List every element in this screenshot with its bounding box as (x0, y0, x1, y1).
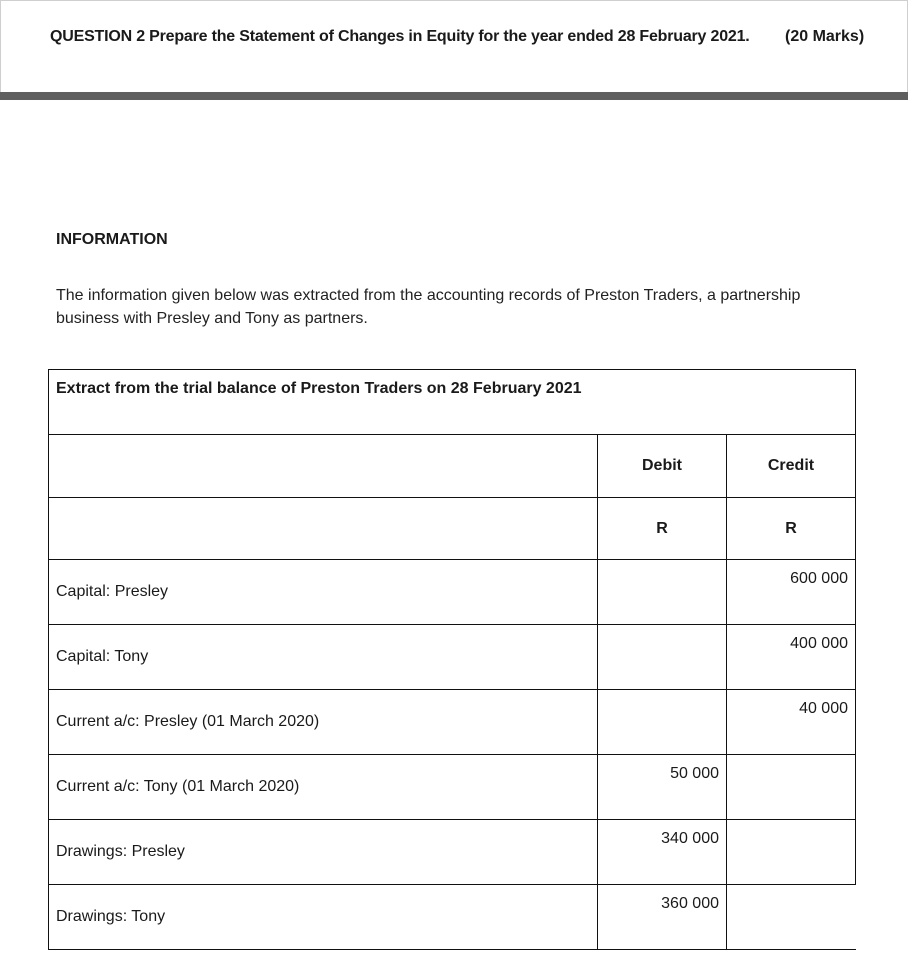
row-debit (598, 690, 727, 755)
row-credit (727, 820, 856, 885)
row-label: Current a/c: Presley (01 March 2020) (49, 690, 598, 755)
table-row (49, 885, 856, 950)
row-debit (598, 625, 727, 690)
debit-unit: R (598, 498, 727, 560)
table-row (49, 690, 856, 755)
section-divider (0, 92, 908, 100)
header-blank-cell (49, 435, 598, 498)
trial-balance-table (48, 369, 856, 950)
table-row (49, 625, 856, 690)
unit-blank-cell (49, 498, 598, 560)
debit-header: Debit (598, 435, 727, 498)
information-heading: INFORMATION (56, 231, 168, 248)
row-label: Drawings: Presley (49, 820, 598, 885)
row-label: Capital: Presley (49, 560, 598, 625)
row-label: Drawings: Tony (49, 885, 598, 950)
question-title: QUESTION 2 Prepare the Statement of Changes in Equity for the year ended 28 February 2021. (50, 28, 750, 45)
row-label: Current a/c: Tony (01 March 2020) (49, 755, 598, 820)
question-marks: (20 Marks) (785, 28, 865, 45)
row-debit: 360 000 (598, 885, 727, 950)
credit-header: Credit (727, 435, 856, 498)
credit-unit: R (727, 498, 856, 560)
row-credit (727, 885, 856, 950)
row-credit: 400 000 (727, 625, 856, 690)
row-credit: 40 000 (727, 690, 856, 755)
row-label: Capital: Tony (49, 625, 598, 690)
table-row (49, 560, 856, 625)
row-debit: 50 000 (598, 755, 727, 820)
table-row (49, 820, 856, 885)
information-body: The information given below was extracted from the accounting records of Preston Traders, a partnership business with Presley and Tony as partners. (56, 287, 801, 327)
row-debit: 340 000 (598, 820, 727, 885)
row-credit: 600 000 (727, 560, 856, 625)
table-row (49, 755, 856, 820)
row-debit (598, 560, 727, 625)
table-caption: Extract from the trial balance of Preston Traders on 28 February 2021 (49, 370, 856, 435)
question-header (0, 0, 908, 93)
row-credit (727, 755, 856, 820)
